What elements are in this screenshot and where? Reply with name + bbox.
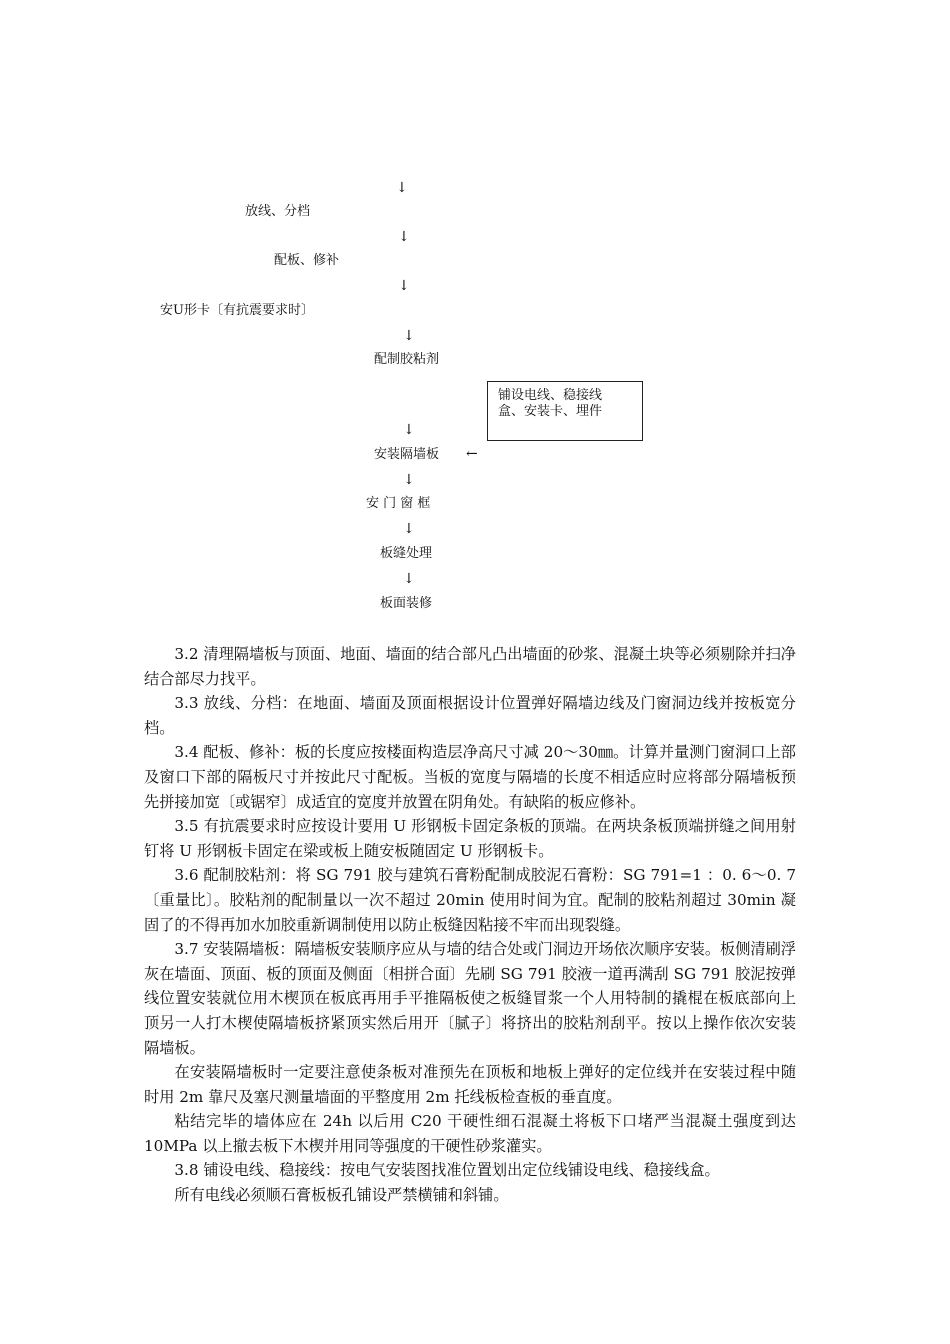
down-arrow-icon: ↓ — [396, 180, 408, 196]
paragraph-3-3: 3.3 放线、分档：在地面、墙面及顶面根据设计位置弹好隔墙边线及门窗洞边线并按板宽分档。 — [144, 694, 796, 737]
paragraph-3-6: 3.6 配制胶粘剂：将 SG 791 胶与建筑石膏粉配制成胶泥石膏粉：SG 791=1 ：0. 6～0. 7〔重量比〕。胶粘剂的配制量以一次不超过 20min 使用时间为宜。配制的胶粘剂超过 30min 凝固了的不得再加水加胶重新调制使用以防止板缝因粘接不牢而出现裂缝。 — [144, 866, 796, 934]
paragraph-install-note: 在安装隔墙板时一定要注意使条板对准预先在顶板和地板上弹好的定位线并在安装过程中随时用 2m 靠尺及塞尺测量墙面的平整度用 2m 托线板检查板的垂直度。 — [144, 1063, 796, 1106]
flow-step-joint-treatment: 板缝处理 — [380, 546, 433, 561]
left-arrow-icon: ← — [466, 446, 478, 462]
flow-step-layout: 放线、分档 — [245, 204, 311, 219]
document-body — [144, 642, 796, 1208]
down-arrow-icon: ↓ — [403, 571, 415, 587]
flow-step-adhesive: 配制胶粘剂 — [374, 352, 440, 367]
down-arrow-icon: ↓ — [398, 229, 410, 245]
down-arrow-icon: ↓ — [403, 521, 415, 537]
down-arrow-icon: ↓ — [403, 328, 415, 344]
paragraph-3-4: 3.4 配板、修补：板的长度应按楼面构造层净高尺寸减 20～30㎜。计算并量测门窗洞口上部及窗口下部的隔板尺寸并按此尺寸配板。当板的宽度与隔墙的长度不相适应时应将部分隔墙板预先拼接加宽〔或锯窄〕成适宜的宽度并放置在阴角处。有缺陷的板应修补。 — [144, 743, 796, 811]
down-arrow-icon: ↓ — [403, 422, 415, 438]
flow-step-door-frame: 安 门 窗 框 — [366, 496, 431, 511]
flow-step-surface-finish: 板面装修 — [380, 596, 433, 611]
side-process-box — [487, 381, 643, 441]
down-arrow-icon: ↓ — [398, 278, 410, 294]
paragraph-wiring-note: 所有电线必须顺石膏板板孔铺设严禁横铺和斜铺。 — [174, 1186, 509, 1205]
flow-step-u-clip: 安U形卡〔有抗震要求时〕 — [160, 303, 314, 318]
paragraph-3-8: 3.8 铺设电线、稳接线：按电气安装图找准位置划出定位线铺设电线、稳接线盒。 — [174, 1161, 720, 1180]
down-arrow-icon: ↓ — [403, 472, 415, 488]
paragraph-3-5: 3.5 有抗震要求时应按设计要用 U 形钢板卡固定条板的顶端。在两块条板顶端拼缝之间用射钉将 U 形钢板卡固定在梁或板上随安板随固定 U 形钢板卡。 — [144, 817, 796, 860]
side-box-line-2: 盒、安装卡、埋件 — [498, 404, 603, 419]
flow-step-install-panel: 安装隔墙板 — [374, 447, 440, 462]
flow-step-board-prep: 配板、修补 — [274, 253, 340, 268]
paragraph-3-2: 3.2 清理隔墙板与顶面、地面、墙面的结合部凡凸出墙面的砂浆、混凝土块等必须剔除并扫净结合部尽力找平。 — [144, 645, 796, 688]
paragraph-bonding-note: 粘结完毕的墙体应在 24h 以后用 C20 干硬性细石混凝土将板下口堵严当混凝土强度到达 10MPa 以上撤去板下木楔并用同等强度的干硬性砂浆灌实。 — [144, 1112, 796, 1155]
paragraph-3-7: 3.7 安装隔墙板：隔墙板安装顺序应从与墙的结合处或门洞边开场依次顺序安装。板侧清刷浮灰在墙面、顶面、板的顶面及侧面〔相拼合面〕先刷 SG 791 胶液一道再满刮 SG 791 胶泥按弹线位置安装就位用木楔顶在板底再用手平推隔板使之板缝冒浆一个人用特制的撬棍在板底部向上顶另一人打木楔使隔墙板挤紧顶实然后用开〔腻子〕将挤出的胶粘剂刮平。按以上操作依次安装隔墙板。 — [144, 940, 796, 1057]
side-box-line-1: 铺设电线、稳接线 — [498, 388, 603, 403]
